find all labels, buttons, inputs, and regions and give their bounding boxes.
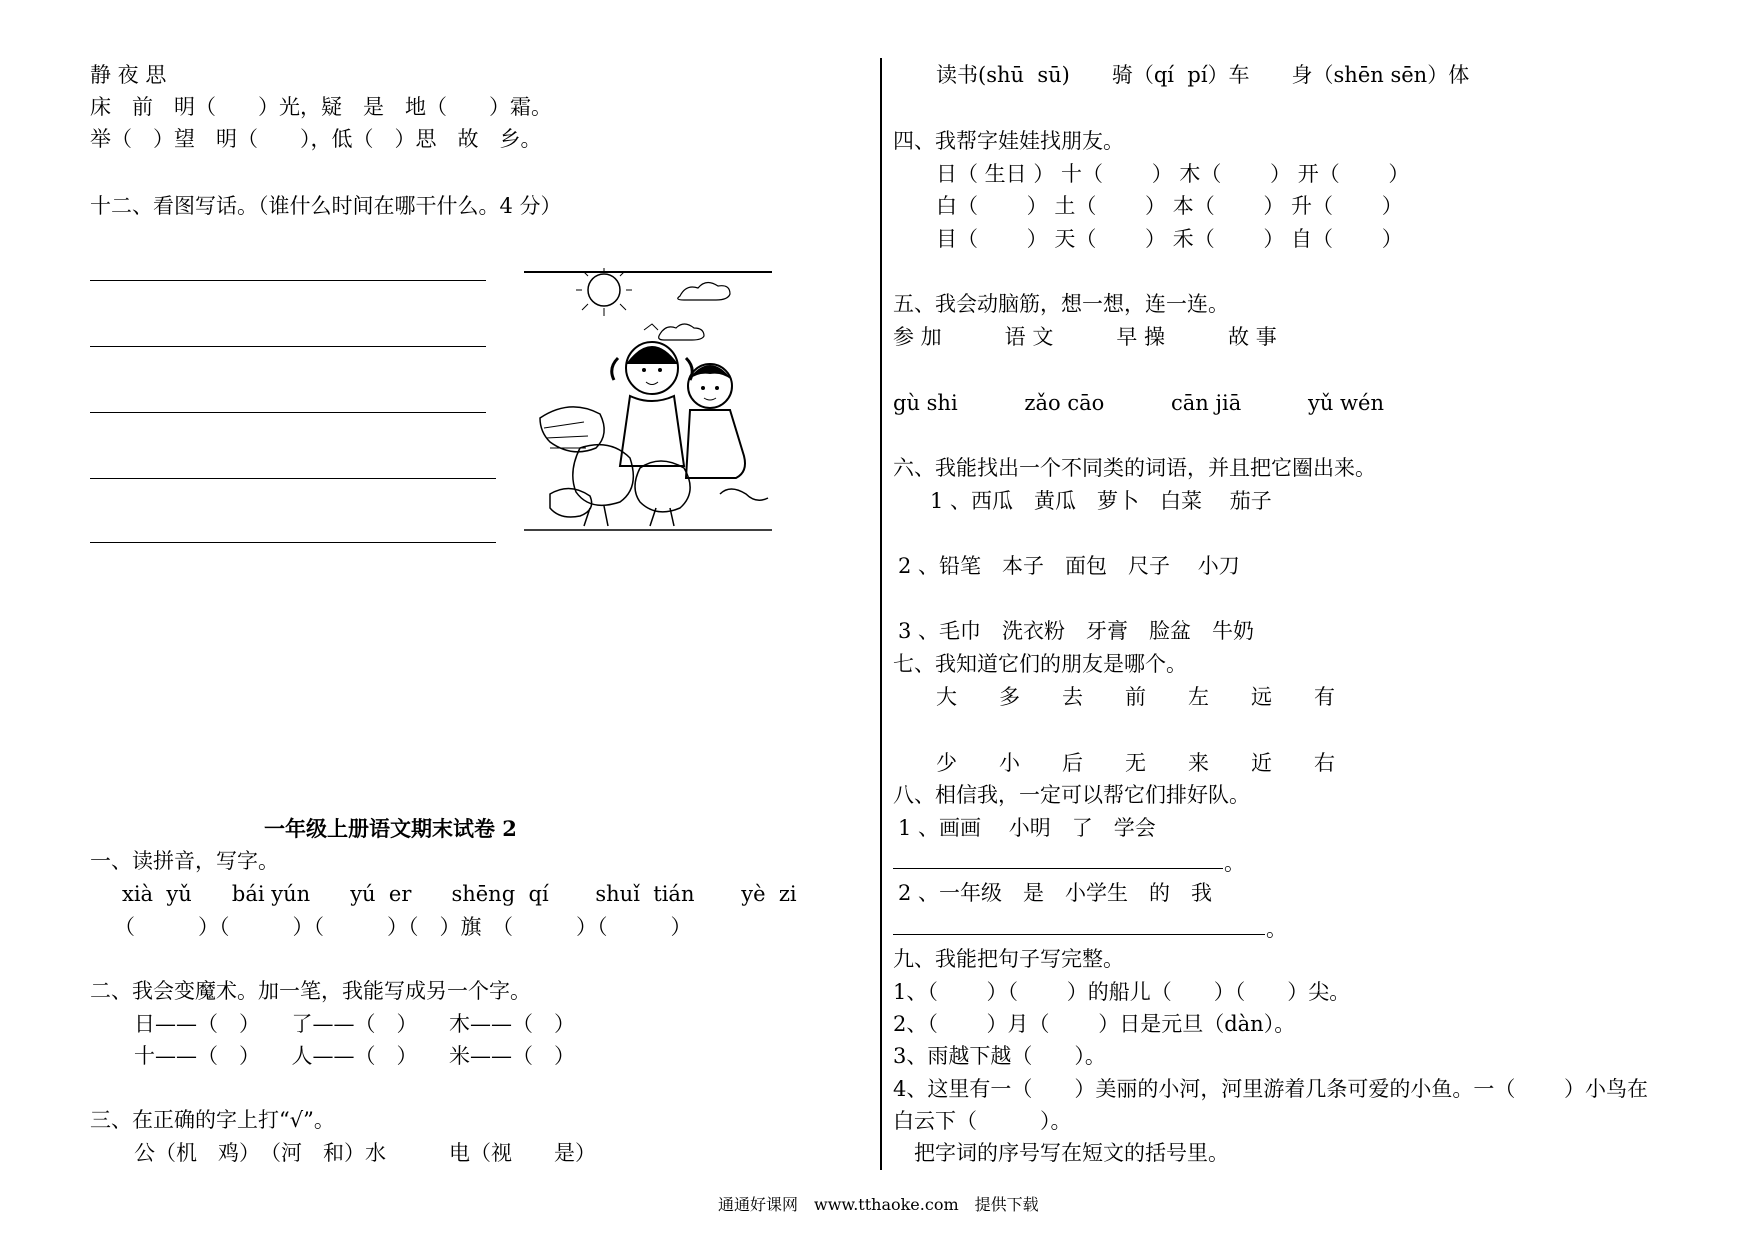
writing-line-1 bbox=[90, 280, 486, 281]
question-2-heading: 二、我会变魔术。加一笔，我能写成另一个字。 bbox=[90, 979, 531, 1003]
question-8-answer-line-1 bbox=[893, 868, 1223, 869]
question-1-pinyin: xià yǔ bái yún yú er shēng qí shuǐ tián yè zi bbox=[122, 882, 797, 906]
question-9-heading: 九、我能把句子写完整。 bbox=[893, 947, 1124, 971]
question-8-period-2: 。 bbox=[1266, 917, 1287, 941]
footer-source: 通通好课网 www.tthaoke.com 提供下载 bbox=[718, 1195, 1039, 1214]
question-8-item-1: 1 、画画 小明 了 学会 bbox=[898, 816, 1156, 840]
question-3-heading: 三、在正确的字上打“√”。 bbox=[90, 1108, 335, 1132]
question-3-continued: 读书(shū sū) 骑（qí pí）车 身（shēn sēn）体 bbox=[936, 63, 1470, 87]
question-4-heading: 四、我帮字娃娃找朋友。 bbox=[893, 129, 1124, 153]
poem-line-2: 举（ ）望 明（ ），低（ ）思 故 乡。 bbox=[90, 127, 542, 151]
question-8-item-2: 2 、一年级 是 小学生 的 我 bbox=[898, 881, 1213, 905]
writing-line-2 bbox=[90, 346, 486, 347]
question-8-answer-line-2 bbox=[893, 934, 1265, 935]
question-3-row: 公（机 鸡） （河 和）水 电（视 是） bbox=[134, 1141, 596, 1165]
question-7-row-1: 大 多 去 前 左 远 有 bbox=[936, 685, 1335, 709]
column-divider bbox=[880, 58, 882, 1170]
writing-line-4 bbox=[90, 478, 496, 479]
question-5-pinyin: gù shi zǎo cāo cān jiā yǔ wén bbox=[893, 391, 1384, 415]
question-7-heading: 七、我知道它们的朋友是哪个。 bbox=[893, 652, 1187, 676]
paper-title: 一年级上册语文期末试卷 2 bbox=[264, 816, 517, 841]
question-4-row-1: 日（ 生日 ） 十（ ） 木（ ） 开（ ） bbox=[936, 162, 1410, 186]
writing-line-3 bbox=[90, 412, 486, 413]
question-9-item-1: 1、（ ）（ ）的船儿（ ）（ ）尖。 bbox=[893, 980, 1351, 1004]
poem-title: 静 夜 思 bbox=[90, 63, 167, 87]
children-with-chickens-illustration bbox=[520, 268, 776, 534]
question-6-item-3: 3 、毛巾 洗衣粉 牙膏 脸盆 牛奶 bbox=[898, 619, 1255, 643]
question-6-item-1: 1 、西瓜 黄瓜 萝卜 白菜 茄子 bbox=[930, 489, 1272, 513]
question-8-period-1: 。 bbox=[1224, 851, 1245, 875]
question-4-row-2: 白（ ） 土（ ） 本（ ） 升（ ） bbox=[936, 194, 1403, 218]
question-12-heading: 十二、看图写话。（谁什么时间在哪干什么。4 分） bbox=[90, 194, 562, 218]
question-6-item-2: 2 、铅笔 本子 面包 尺子 小刀 bbox=[898, 554, 1240, 578]
question-8-heading: 八、相信我，一定可以帮它们排好队。 bbox=[893, 783, 1250, 807]
question-9-item-2: 2、（ ）月（ ）日是元旦（dàn）。 bbox=[893, 1012, 1296, 1036]
question-2-row-2: 十——（ ） 人——（ ） 米——（ ） bbox=[134, 1044, 575, 1068]
writing-line-5 bbox=[90, 542, 496, 543]
question-5-heading: 五、我会动脑筋，想一想，连一连。 bbox=[893, 292, 1229, 316]
question-9-item-3: 3、雨越下越（ ）。 bbox=[893, 1044, 1106, 1068]
question-9-item-4-continued: 白云下（ ）。 bbox=[893, 1109, 1072, 1133]
question-7-row-2: 少 小 后 无 来 近 右 bbox=[936, 751, 1335, 775]
instruction-line: 把字词的序号写在短文的括号里。 bbox=[893, 1141, 1229, 1165]
question-4-row-3: 目（ ） 天（ ） 禾（ ） 自（ ） bbox=[936, 227, 1403, 251]
question-5-words: 参 加 语 文 早 操 故 事 bbox=[893, 325, 1277, 349]
question-2-row-1: 日——（ ） 了——（ ） 木——（ ） bbox=[134, 1012, 575, 1036]
question-1-heading: 一、读拼音，写字。 bbox=[90, 849, 279, 873]
poem-line-1: 床 前 明（ ）光，疑 是 地（ ）霜。 bbox=[90, 95, 552, 119]
question-9-item-4: 4、这里有一（ ）美丽的小河，河里游着几条可爱的小鱼。一（ ）小鸟在 bbox=[893, 1077, 1649, 1101]
question-6-heading: 六、我能找出一个不同类的词语，并且把它圈出来。 bbox=[893, 456, 1376, 480]
question-1-blanks: （ ）（ ）（ ）（ ）旗 （ ）（ ） bbox=[114, 915, 692, 939]
